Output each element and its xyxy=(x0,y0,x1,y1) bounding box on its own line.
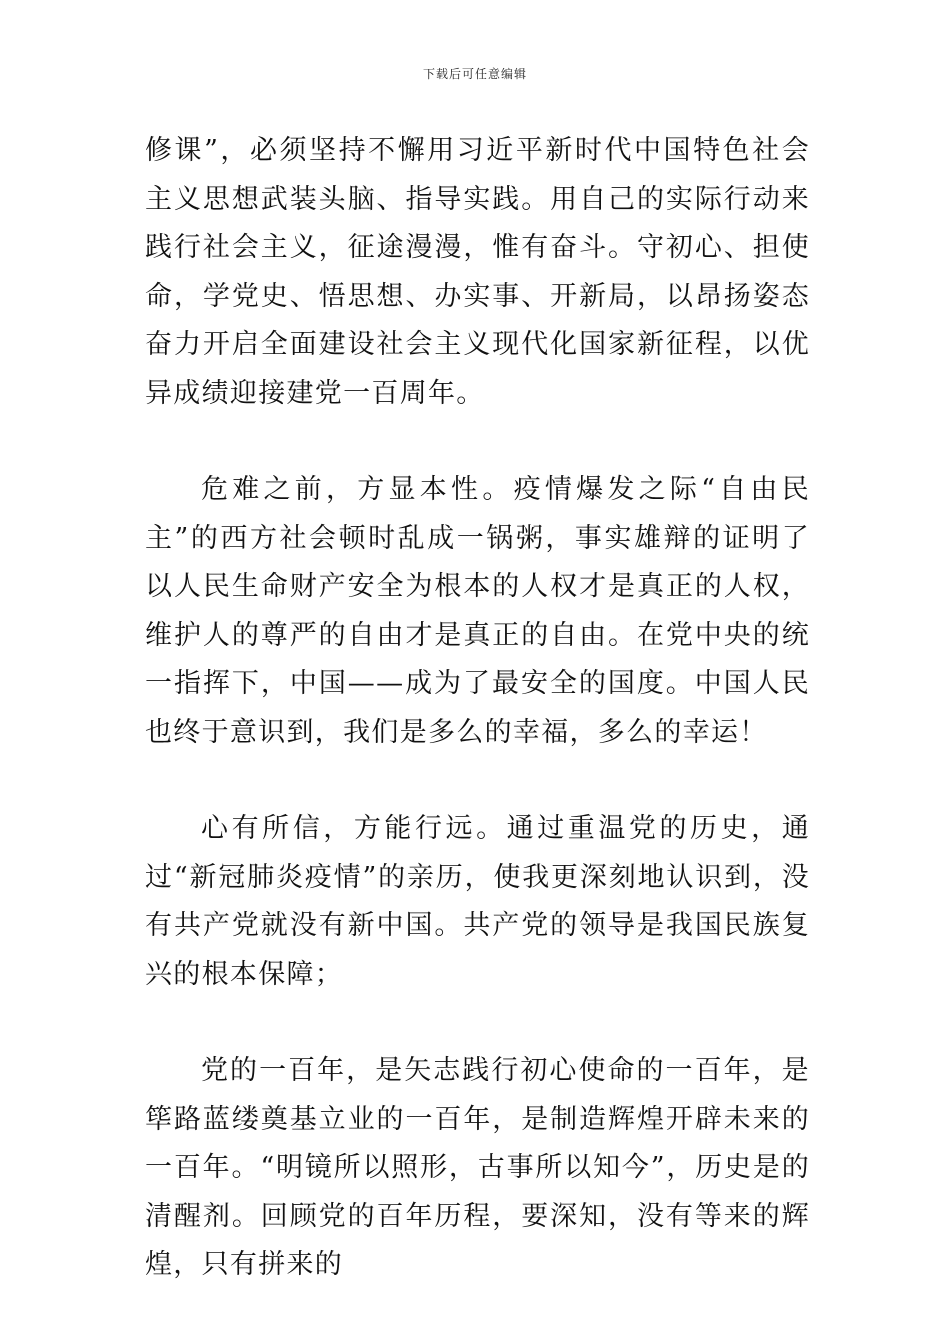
document-body xyxy=(145,127,810,1290)
paragraph-1: 修课”，必须坚持不懈用习近平新时代中国特色社会主义思想武装头脑、指导实践。用自己的实际行动来践行社会主义，征途漫漫，惟有奋斗。守初心、担使命，学党史、悟思想、办实事、开新局，以昂扬姿态奋力开启全面建设社会主义现代化国家新征程，以优异成绩迎接建党一百周年。 xyxy=(145,135,810,409)
paragraph-spacer xyxy=(145,757,810,805)
paragraph-3: 心有所信，方能行远。通过重温党的历史，通过“新冠肺炎疫情”的亲历，使我更深刻地认识到，没有共产党就没有新中国。共产党的领导是我国民族复兴的根本保障； xyxy=(145,813,810,990)
paragraph-4: 党的一百年，是矢志践行初心使命的一百年，是筚路蓝缕奠基立业的一百年，是制造辉煌开辟未来的一百年。“明镜所以照形，古事所以知今”，历史是的清醒剂。回顾党的百年历程，要深知，没有等来的辉煌，只有拼来的 xyxy=(145,1055,810,1280)
paragraph-spacer xyxy=(145,418,810,466)
page-header: 下载后可任意编辑 xyxy=(422,67,527,81)
paragraph-2: 危难之前，方显本性。疫情爆发之际“自由民主”的西方社会顿时乱成一锅粥，事实雄辩的证明了以人民生命财产安全为根本的人权才是真正的人权，维护人的尊严的自由才是真正的自由。在党中央的统一指挥下，中国——成为了最安全的国度。中国人民也终于意识到，我们是多么的幸福，多么的幸运！ xyxy=(145,474,810,748)
paragraph-spacer xyxy=(145,999,810,1047)
